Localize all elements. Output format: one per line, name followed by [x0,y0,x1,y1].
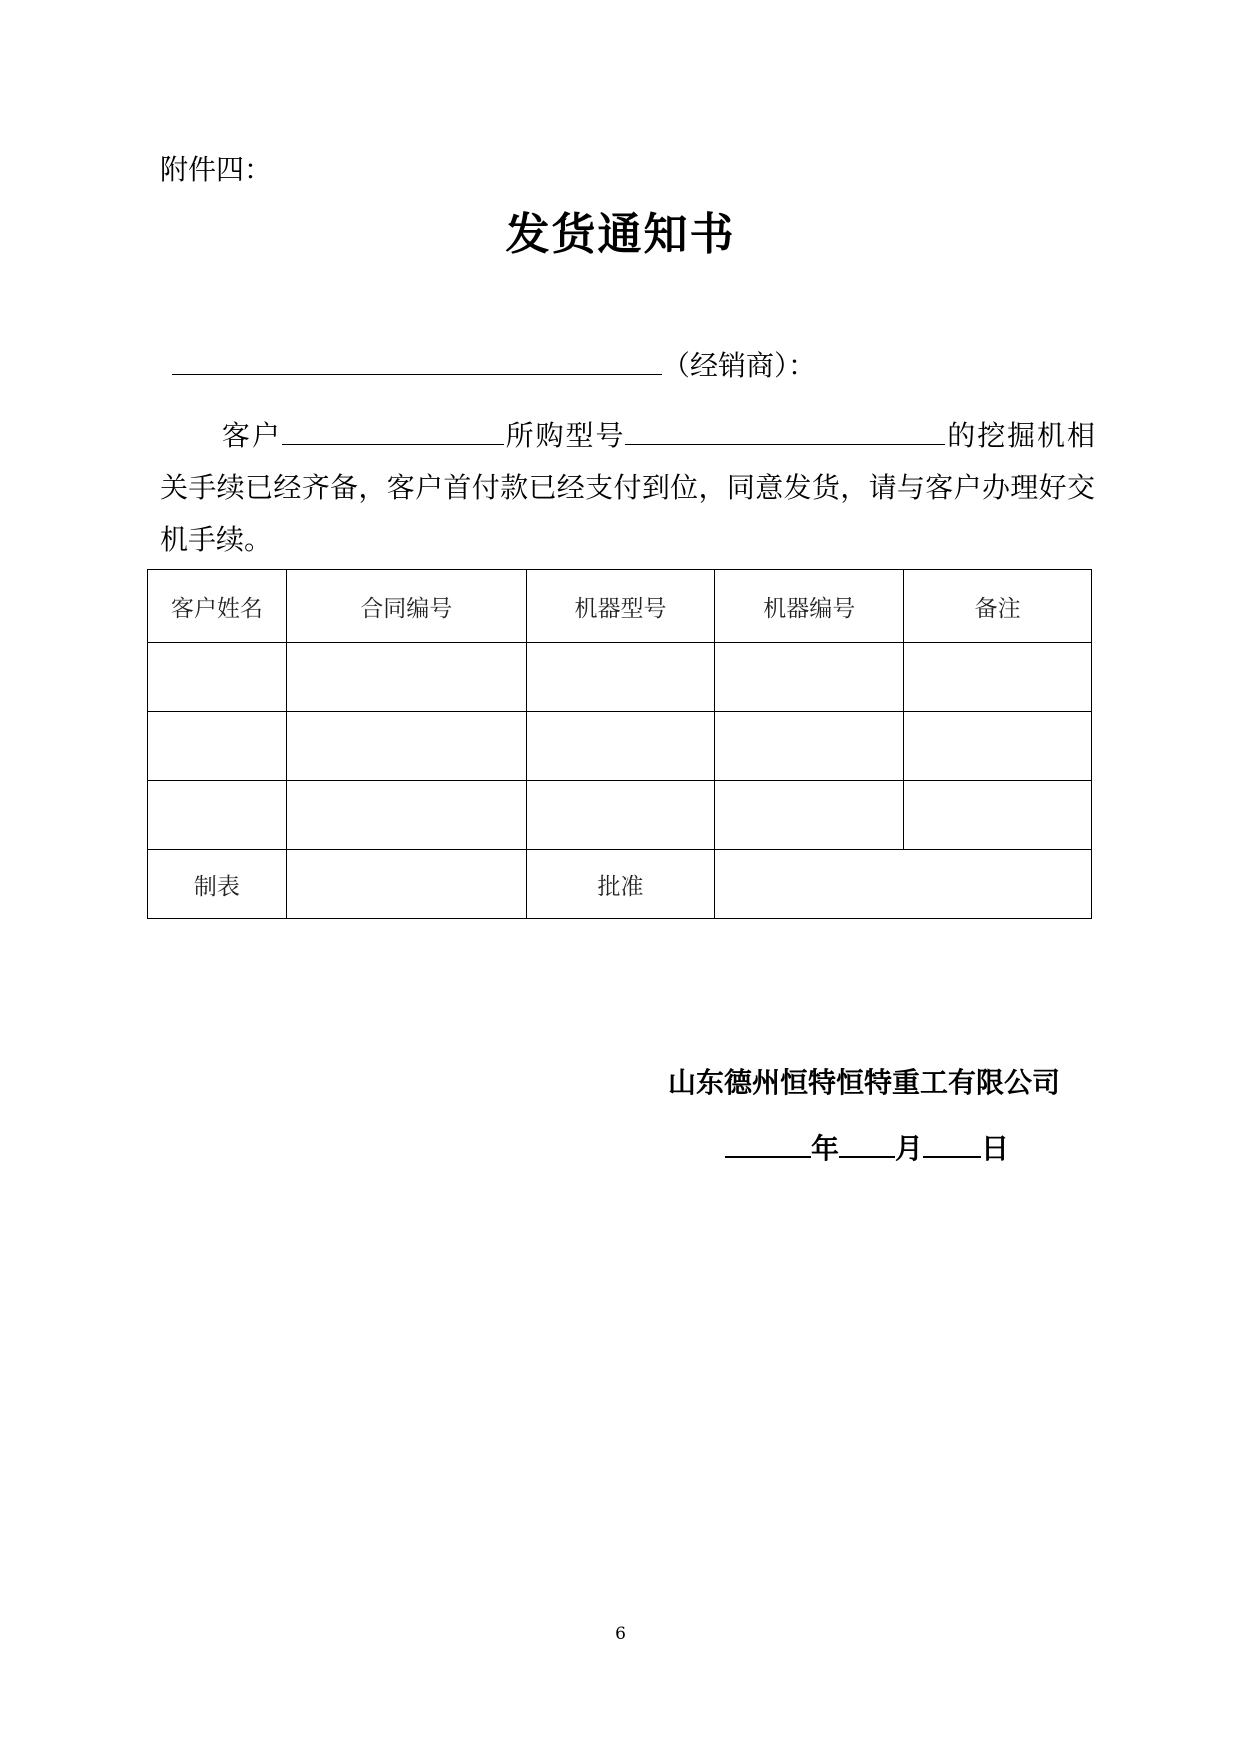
year-blank[interactable] [725,1128,811,1158]
table-header-row [148,570,1092,643]
table-cell[interactable] [526,781,715,850]
dealer-suffix: （经销商）： [662,349,817,382]
approved-by-label: 批准 [526,850,715,919]
dealer-line [172,346,816,386]
page-number: 6 [615,1624,626,1644]
table-cell[interactable] [715,712,904,781]
header-customer-name: 客户姓名 [148,570,287,643]
table-cell[interactable] [148,643,287,712]
table-cell[interactable] [904,643,1092,712]
day-label: 日 [981,1132,1010,1165]
year-label: 年 [811,1132,840,1165]
table-cell[interactable] [715,643,904,712]
table-footer-row [148,850,1092,919]
table-cell[interactable] [148,712,287,781]
table-cell[interactable] [286,643,526,712]
table-cell[interactable] [526,643,715,712]
header-machine-number: 机器编号 [715,570,904,643]
table-cell[interactable] [526,712,715,781]
model-label: 所购型号 [503,419,626,452]
table-row [148,643,1092,712]
notice-body [160,410,1095,566]
date-line [725,1128,1009,1169]
shipment-table [147,569,1092,919]
company-name: 山东德州恒特恒特重工有限公司 [668,1066,1061,1099]
customer-name-blank[interactable] [282,416,504,445]
approved-by-cell[interactable] [715,850,1092,919]
table-cell[interactable] [715,781,904,850]
dealer-name-blank[interactable] [172,346,662,375]
sentence-tail: 的挖掘机相关手续已经齐备，客户首付款已经支付到位，同意发货，请与客户办理好交机手续。 [160,419,1095,556]
document-title: 发货通知书 [505,209,736,260]
prepared-by-label: 制表 [148,850,287,919]
header-remarks: 备注 [904,570,1092,643]
month-label: 月 [895,1132,924,1165]
table-row [148,781,1092,850]
table-row [148,712,1092,781]
table-cell[interactable] [904,712,1092,781]
header-contract-number: 合同编号 [286,570,526,643]
table-cell[interactable] [286,712,526,781]
table-cell[interactable] [286,781,526,850]
customer-label: 客户 [220,419,282,452]
attachment-label: 附件四： [160,153,273,186]
table-cell[interactable] [148,781,287,850]
table-cell[interactable] [904,781,1092,850]
header-machine-model: 机器型号 [526,570,715,643]
day-blank[interactable] [923,1128,981,1158]
month-blank[interactable] [839,1128,895,1158]
prepared-by-cell[interactable] [286,850,526,919]
model-blank[interactable] [625,416,945,445]
